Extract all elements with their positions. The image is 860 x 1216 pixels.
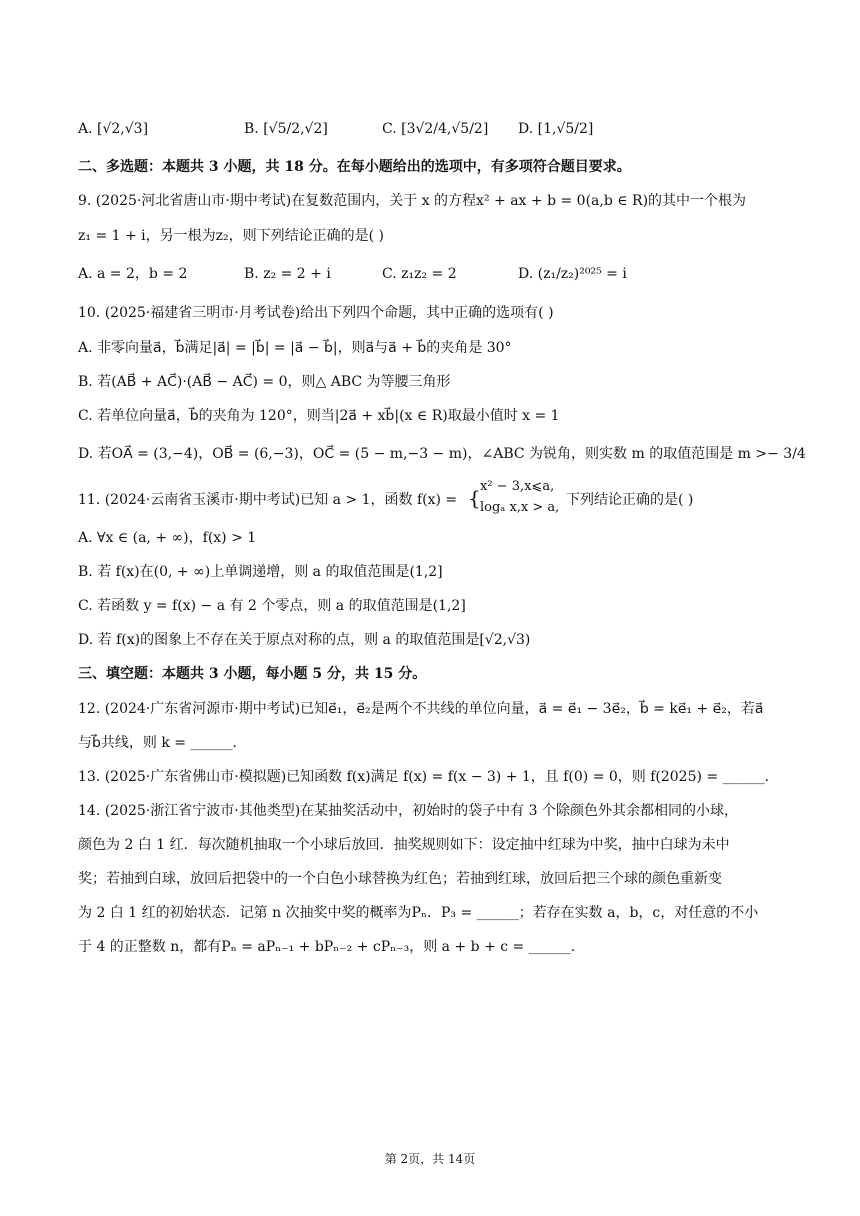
q10-option-c: C. 若单位向量a⃗，b⃗的夹角为 120°，则当|2a⃗ + xb⃗|(x ∈ R)取最小值时 x = 1 [78,408,560,424]
q11-case-1: x² − 3,x⩽a, [480,479,555,494]
q11-option-c: C. 若函数 y = f(x) − a 有 2 个零点，则 a 的取值范围是(1,2] [78,598,466,614]
q13-text: 13. (2025·广东省佛山市·模拟题)已知函数 f(x)满足 f(x) = f(x − 3) + 1，且 f(0) = 0，则 f(2025) = ______. [78,769,770,785]
q10-option-d: D. 若OA⃗ = (3,−4)，OB⃗ = (6,−3)，OC⃗ = (5 − m,−3 − m)，∠ABC 为锐角，则实数 m 的取值范围是 m >− 3/4 [78,446,806,462]
q11-stem-end: 下列结论正确的是( ) [566,492,694,508]
q10-option-a: A. 非零向量a⃗，b⃗满足|a⃗| = |b⃗| = |a⃗ − b⃗|，则a⃗与a⃗ + b⃗的夹角是 30° [78,340,512,356]
q14-line1: 14. (2025·浙江省宁波市·其他类型)在某抽奖活动中，初始时的袋子中有 3 个除颜色外其余都相同的小球， [78,803,738,819]
q8-option-a: A. [√2,√3] [78,121,149,137]
q11-option-a: A. ∀x ∈ (a, + ∞)，f(x) > 1 [78,530,257,546]
q8-option-b: B. [√5/2,√2] [244,121,328,137]
q10-stem: 10. (2025·福建省三明市·月考试卷)给出下列四个命题，其中正确的选项有( ) [78,305,554,321]
q8-option-c: C. [3√2/4,√5/2] [382,121,489,137]
q12-line1: 12. (2024·广东省河源市·期中考试)已知e⃗₁，e⃗₂是两个不共线的单位向量，a⃗ = e⃗₁ − 3e⃗₂，b⃗ = ke⃗₁ + e⃗₂，若a⃗ [78,701,764,717]
q8-option-d: D. [1,√5/2] [518,121,594,137]
q9-stem-line2: z₁ = 1 + i，另一根为z₂，则下列结论正确的是( ) [78,228,384,244]
page-footer: 第 2页，共 14页 [384,1152,476,1166]
q11-stem-start: 11. (2024·云南省玉溪市·期中考试)已知 a > 1，函数 f(x) = [78,492,458,508]
section-2-heading: 二、多选题：本题共 3 小题，共 18 分。在每小题给出的选项中，有多项符合题目要求。 [78,159,631,175]
q14-line5: 于 4 的正整数 n，都有Pₙ = aPₙ₋₁ + bPₙ₋₂ + cPₙ₋₃，则 a + b + c = ______. [78,939,576,955]
q14-line3: 奖；若抽到白球，放回后把袋中的一个白色小球替换为红色；若抽到红球，放回后把三个球的颜色重新变 [78,871,722,887]
q9-stem-line1: 9. (2025·河北省唐山市·期中考试)在复数范围内，关于 x 的方程x² + ax + b = 0(a,b ∈ R)的其中一个根为 [78,193,747,209]
section-3-heading: 三、填空题：本题共 3 小题，每小题 5 分，共 15 分。 [78,666,427,682]
q10-option-b: B. 若(AB⃗ + AC⃗)·(AB⃗ − AC⃗) = 0，则△ ABC 为等腰三角形 [78,374,451,390]
q14-line2: 颜色为 2 白 1 红．每次随机抽取一个小球后放回．抽奖规则如下：设定抽中红球为中奖，抽中白球为未中 [78,837,730,853]
q14-line4: 为 2 白 1 红的初始状态．记第 n 次抽奖中奖的概率为Pₙ．P₃ = ______；若存在实数 a，b，c，对任意的不小 [78,905,759,921]
q9-option-d: D. (z₁/z₂)²⁰²⁵ = i [518,266,627,282]
q9-option-b: B. z₂ = 2 + i [244,266,331,282]
q9-option-a: A. a = 2，b = 2 [78,266,188,282]
q11-brace: { [468,486,481,510]
q11-case-2: logₐ x,x > a, [480,500,560,515]
q9-option-c: C. z₁z₂ = 2 [382,266,457,282]
q12-line2: 与b⃗共线，则 k = ______. [78,735,237,751]
q11-option-b: B. 若 f(x)在(0, + ∞)上单调递增，则 a 的取值范围是(1,2] [78,564,443,580]
q11-option-d: D. 若 f(x)的图象上不存在关于原点对称的点，则 a 的取值范围是[√2,√3) [78,632,531,648]
